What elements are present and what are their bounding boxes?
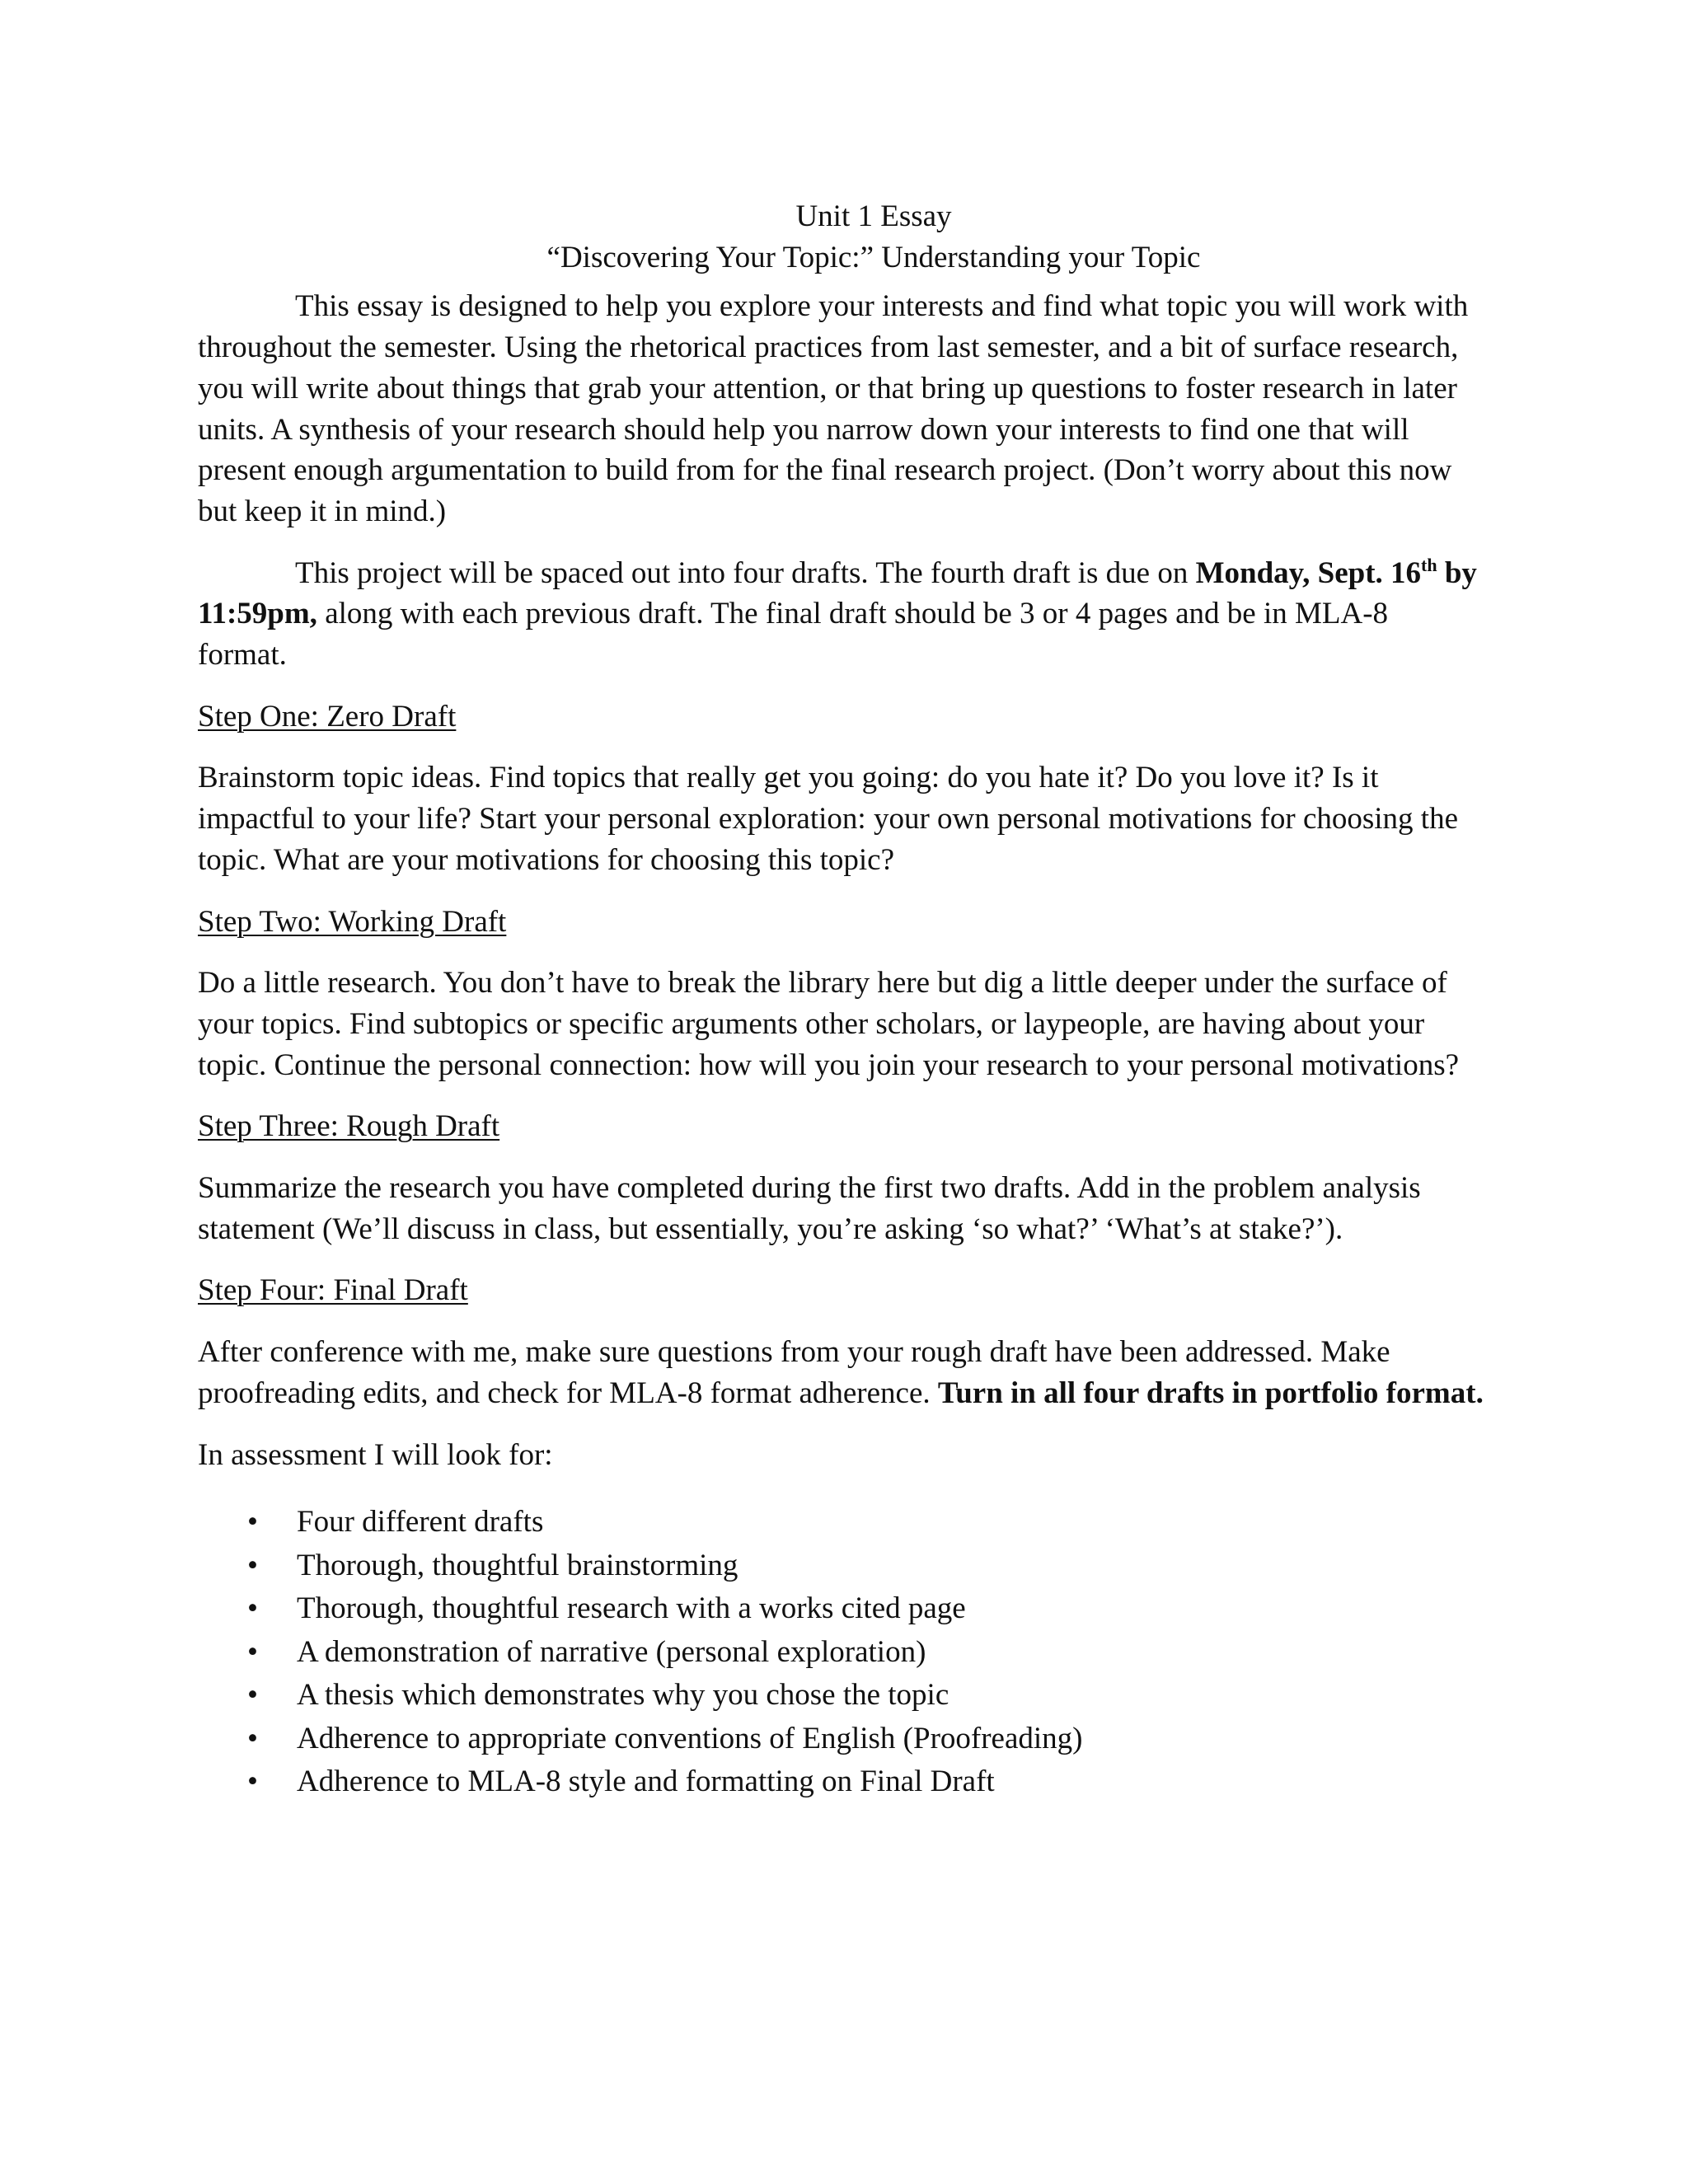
list-item [198,1718,1484,1761]
schedule-tail: along with each previous draft. The final draft should be 3 or 4 pages and be in MLA-8 format. [198,597,1389,673]
due-date-ordinal: th [1421,554,1437,575]
bullet-icon: • [247,1591,258,1626]
step-four-body-bold: Turn in all four drafts in portfolio format. [937,1376,1484,1410]
bullet-icon: • [247,1678,258,1713]
bullet-icon: • [247,1634,258,1669]
bullet-icon: • [247,1765,258,1799]
schedule-paragraph [198,553,1484,676]
list-item-text: Adherence to MLA-8 style and formatting on Final Draft [297,1765,995,1799]
title-block [264,196,1484,278]
list-item-text: Four different drafts [297,1505,544,1540]
assessment-intro: In assessment I will look for: [198,1437,553,1472]
list-item [198,1544,1484,1588]
due-time-bold: by 11:59pm, [198,555,1477,631]
bullet-icon: • [247,1548,258,1582]
list-item-text: A thesis which demonstrates why you chose the topic [297,1678,950,1713]
step-four-heading: Step Four: Final Draft [198,1273,468,1308]
step-three-heading: Step Three: Rough Draft [198,1109,500,1144]
bullet-icon: • [247,1721,258,1755]
list-item [198,1501,1484,1544]
intro-paragraph: This essay is designed to help you explore your interests and find what topic you will work with throughout the semester. Using the rhetorical practices from last semester, and a bit of surface research, you will write about things that grab your attention, or that bring up questions to foster research in later units. A synthesis of your research should help you narrow down your interests to find one that will present enough argumentation to build from for the final research project. (Don’t worry about this now but keep it in mind.) [198,289,1469,528]
list-item-text: Thorough, thoughtful brainstorming [297,1548,738,1582]
list-item [198,1760,1484,1804]
bullet-icon: • [247,1505,258,1540]
list-item [198,1631,1484,1675]
step-three-body: Summarize the research you have completed during the first two drafts. Add in the problem analysis statement (We’ll discuss in class, but essentially, you’re asking ‘so what?’ ‘What’s at stake?’). [198,1171,1421,1246]
step-four-body [198,1332,1484,1413]
document-page [198,196,1484,1804]
document-subtitle: “Discovering Your Topic:” Understanding your Topic [546,240,1201,274]
assessment-list [198,1501,1484,1804]
step-one-body: Brainstorm topic ideas. Find topics that really get you going: do you hate it? Do you love it? Is it impactful to your life? Start your personal exploration: your own personal motivations for choosing the topic. What are your motivations for choosing this topic? [198,761,1458,877]
schedule-lead: This project will be spaced out into four drafts. The fourth draft is due on [295,555,1196,590]
document-title: Unit 1 Essay [795,199,952,233]
list-item [198,1674,1484,1718]
list-item-text: Thorough, thoughtful research with a works cited page [297,1591,966,1626]
list-item-text: Adherence to appropriate conventions of English (Proofreading) [297,1721,1083,1755]
step-four-body-text: After conference with me, make sure questions from your rough draft have been addressed. Make proofreading edits, and check for MLA-8 format adherence. [198,1335,1390,1410]
due-date-bold: Monday, Sept. 16 [1195,555,1422,590]
step-two-body: Do a little research. You don’t have to break the library here but dig a little deeper under the surface of your topics. Find subtopics or specific arguments other scholars, or laypeople, are having about your topic. Continue the personal connection: how will you join your research to your personal motivations? [198,966,1460,1082]
list-item [198,1587,1484,1631]
step-one-heading: Step One: Zero Draft [198,699,457,733]
step-two-heading: Step Two: Working Draft [198,904,507,939]
list-item-text: A demonstration of narrative (personal exploration) [297,1634,926,1669]
